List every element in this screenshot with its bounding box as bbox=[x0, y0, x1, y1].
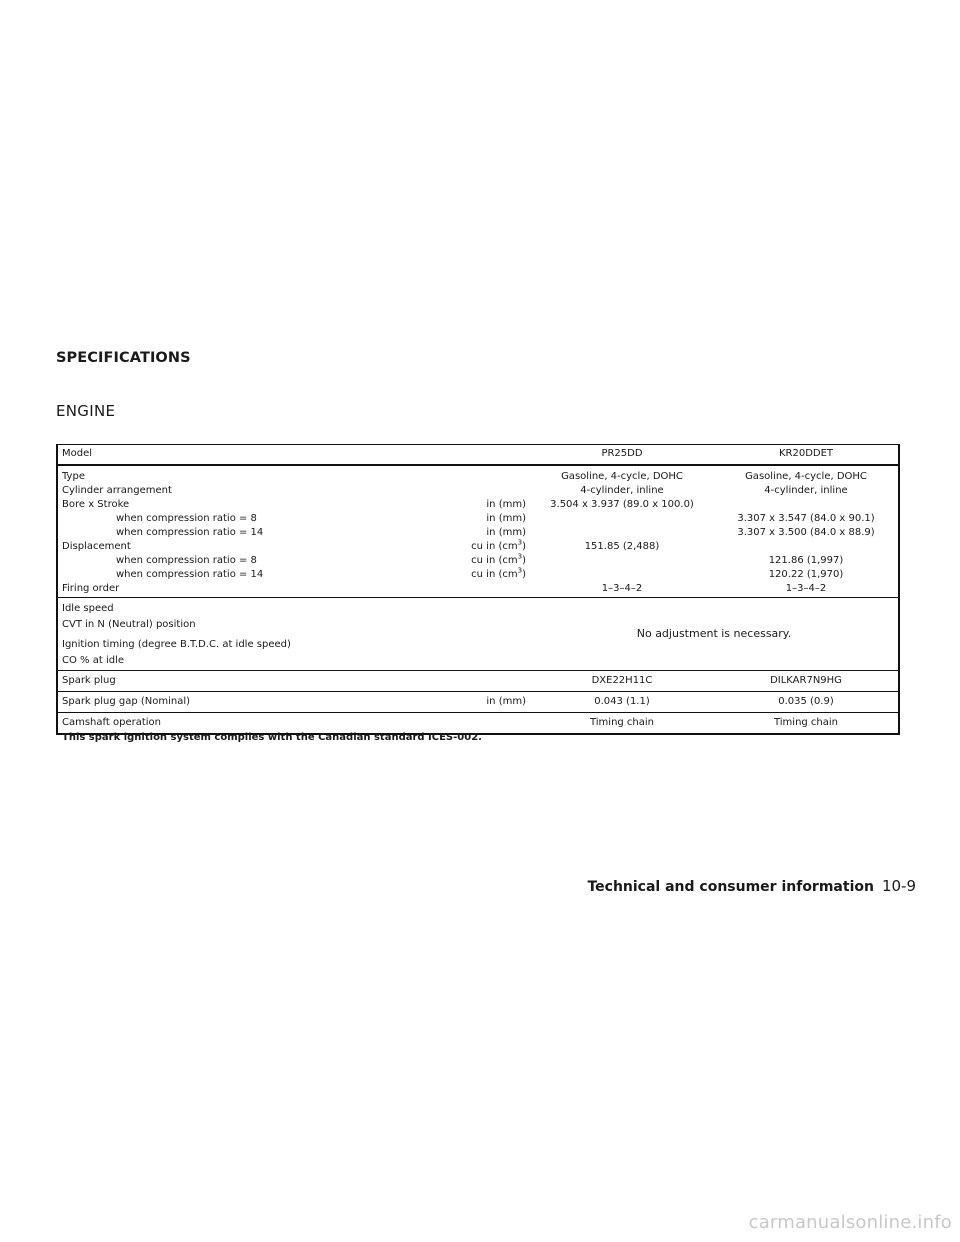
row-unit bbox=[416, 582, 530, 598]
table-row bbox=[57, 582, 899, 598]
row-label: when compression ratio = 14 bbox=[116, 569, 264, 580]
row-label: Spark plug bbox=[57, 671, 416, 692]
section-title: SPECIFICATIONS bbox=[56, 350, 191, 366]
header-kr20ddet: KR20DDET bbox=[714, 445, 899, 466]
cell-pr25dd bbox=[530, 526, 714, 540]
table-row bbox=[57, 540, 899, 554]
row-unit: in (mm) bbox=[486, 527, 526, 538]
idle-speed-label: Idle speed bbox=[62, 603, 114, 614]
cell-pr25dd: Timing chain bbox=[589, 717, 655, 728]
cell-kr20ddet: 121.86 (1,997) bbox=[768, 555, 844, 566]
row-label: Type bbox=[62, 471, 85, 482]
engine-spec-table bbox=[56, 444, 900, 735]
row-label: Displacement bbox=[62, 541, 131, 552]
header-model: Model bbox=[57, 445, 416, 466]
row-unit bbox=[416, 465, 530, 484]
row-label: when compression ratio = 8 bbox=[116, 513, 257, 524]
table-row-idle bbox=[57, 598, 899, 671]
cell-pr25dd: 1–3–4–2 bbox=[530, 582, 714, 598]
row-unit bbox=[416, 484, 530, 498]
cell-kr20ddet: Gasoline, 4-cycle, DOHC bbox=[745, 471, 867, 482]
table-row bbox=[57, 498, 899, 512]
cell-pr25dd bbox=[530, 512, 714, 526]
cell-pr25dd: 4-cylinder, inline bbox=[580, 485, 664, 496]
cell-pr25dd bbox=[530, 554, 714, 568]
footer-page-number: 10-9 bbox=[881, 877, 916, 895]
row-unit: in (mm) bbox=[416, 692, 530, 713]
row-unit bbox=[416, 598, 530, 671]
subsection-title: ENGINE bbox=[56, 402, 116, 420]
cell-merged-no-adjustment: No adjustment is necessary. bbox=[530, 598, 899, 671]
cell-kr20ddet: 3.307 x 3.500 (84.0 x 88.9) bbox=[737, 527, 875, 538]
page-footer bbox=[587, 877, 916, 895]
cell-pr25dd bbox=[530, 568, 714, 582]
cell-kr20ddet: 3.307 x 3.547 (84.0 x 90.1) bbox=[737, 513, 875, 524]
co-idle-label: CO % at idle bbox=[62, 655, 124, 666]
row-label-idle bbox=[57, 598, 416, 671]
header-unit bbox=[416, 445, 530, 466]
row-label: Camshaft operation bbox=[62, 717, 161, 728]
row-unit: in (mm) bbox=[486, 513, 526, 524]
table-row bbox=[57, 526, 899, 540]
row-label: Bore x Stroke bbox=[62, 499, 130, 510]
cell-kr20ddet: 0.035 (0.9) bbox=[714, 692, 899, 713]
cell-kr20ddet bbox=[714, 540, 899, 554]
cell-kr20ddet: 1–3–4–2 bbox=[714, 582, 899, 598]
row-label: when compression ratio = 14 bbox=[116, 527, 264, 538]
footer-chapter-title: Technical and consumer information bbox=[587, 879, 874, 895]
cell-pr25dd: DXE22H11C bbox=[530, 671, 714, 692]
row-unit: cu in $(cm^3)$ bbox=[471, 566, 526, 580]
row-unit: in (mm) bbox=[486, 499, 526, 510]
row-label: when compression ratio = 8 bbox=[116, 555, 257, 566]
cell-kr20ddet: 120.22 (1,970) bbox=[768, 569, 844, 580]
row-unit bbox=[416, 671, 530, 692]
table-row bbox=[57, 554, 899, 568]
cvt-neutral-label: CVT in N (Neutral) position bbox=[62, 619, 196, 630]
ignition-timing-label: Ignition timing (degree B.T.D.C. at idle speed) bbox=[62, 639, 291, 650]
row-unit: cu in $(cm^3)$ bbox=[471, 538, 526, 552]
row-unit bbox=[416, 713, 530, 735]
cell-kr20ddet bbox=[714, 498, 899, 512]
cell-pr25dd: Gasoline, 4-cycle, DOHC bbox=[561, 471, 683, 482]
row-unit: cu in $(cm^3)$ bbox=[471, 552, 526, 566]
row-label: Cylinder arrangement bbox=[62, 485, 172, 496]
cell-pr25dd: 3.504 x 3.937 (89.0 x 100.0) bbox=[550, 499, 694, 510]
header-pr25dd: PR25DD bbox=[530, 445, 714, 466]
row-label: Firing order bbox=[57, 582, 416, 598]
cell-kr20ddet: 4-cylinder, inline bbox=[764, 485, 848, 496]
cell-pr25dd: 151.85 (2,488) bbox=[584, 541, 660, 552]
table-row bbox=[57, 465, 899, 484]
cell-kr20ddet: DILKAR7N9HG bbox=[714, 671, 899, 692]
cell-pr25dd: 0.043 (1.1) bbox=[530, 692, 714, 713]
table-row bbox=[57, 713, 899, 735]
table-row bbox=[57, 484, 899, 498]
table-header-row bbox=[57, 445, 899, 466]
row-label: Spark plug gap (Nominal) bbox=[57, 692, 416, 713]
table-row bbox=[57, 692, 899, 713]
cell-kr20ddet: Timing chain bbox=[773, 717, 839, 728]
table-row bbox=[57, 568, 899, 582]
table-row bbox=[57, 512, 899, 526]
watermark: carmanualsonline.info bbox=[748, 1212, 952, 1233]
table-row bbox=[57, 671, 899, 692]
footnote: This spark ignition system complies with the Canadian standard ICES-002. bbox=[62, 732, 482, 743]
